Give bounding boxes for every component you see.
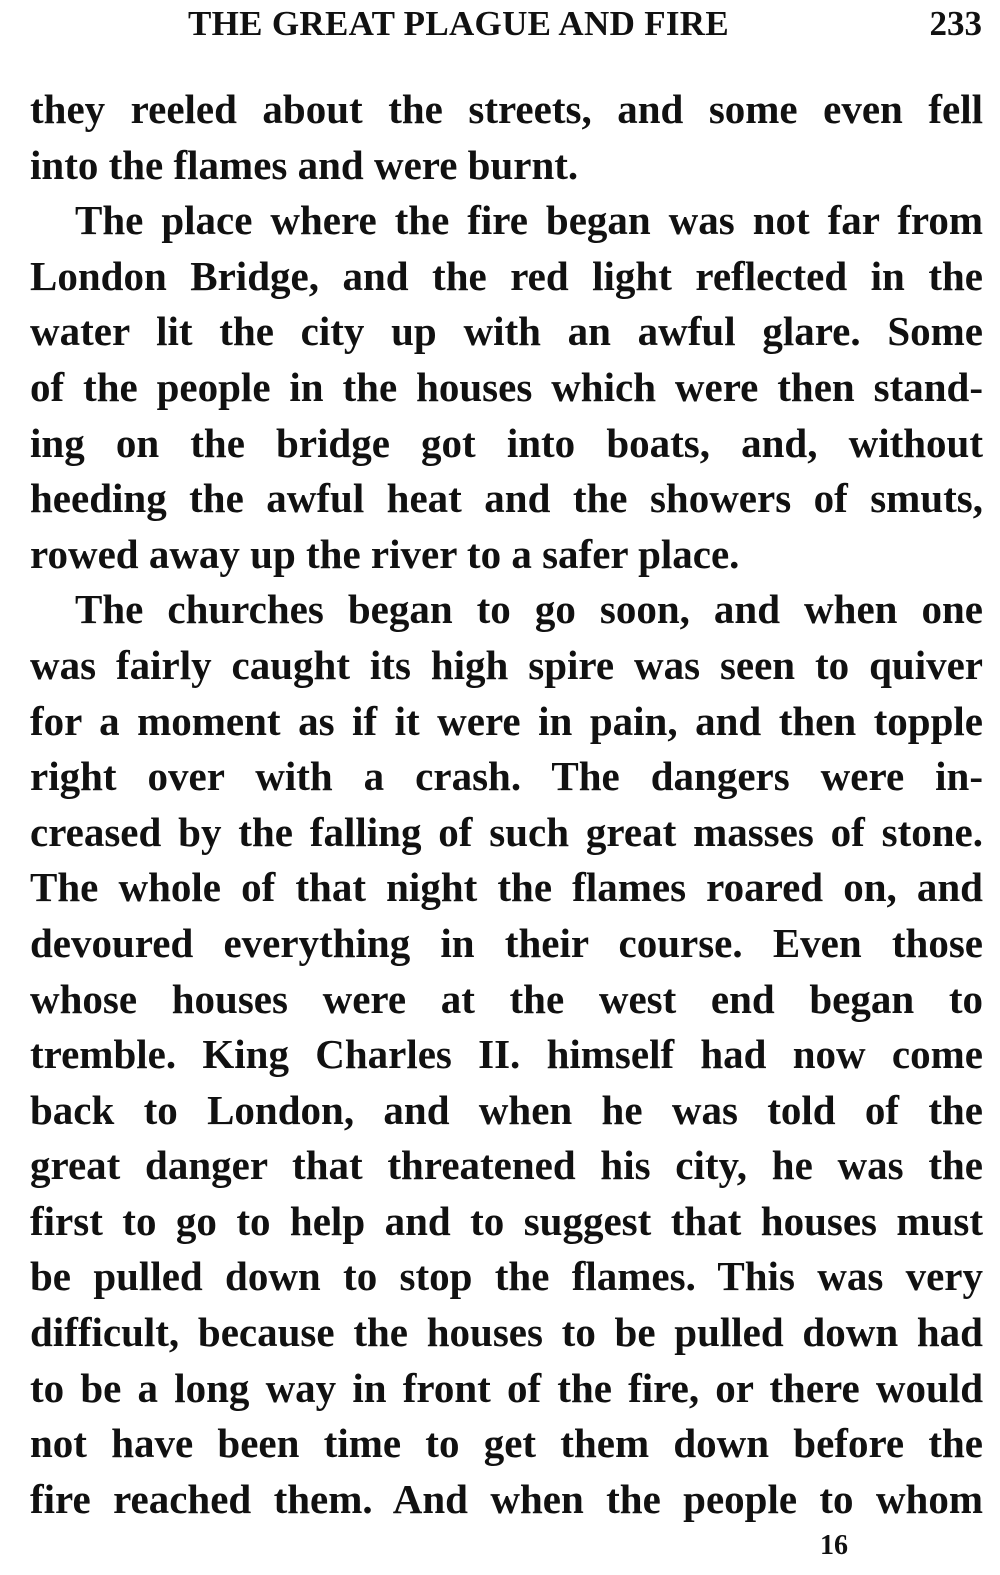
text-line: tremble. King Charles II. himself had now come — [30, 1031, 983, 1078]
text-line: first to go to help and to suggest that houses must — [30, 1197, 983, 1244]
text-line: back to London, and when he was told of the — [30, 1086, 983, 1133]
text-line: of the people in the houses which were then stand- — [30, 363, 983, 410]
text-line: London Bridge, and the red light reflected in the — [30, 252, 983, 299]
text-line: heeding the awful heat and the showers of smuts, — [30, 475, 983, 522]
text-line: not have been time to get them down before the — [30, 1420, 983, 1467]
paragraph — [30, 193, 983, 582]
running-head — [0, 4, 1000, 48]
text-line: The whole of that night the flames roared on, and — [30, 864, 983, 911]
text-line: creased by the falling of such great masses of stone. — [30, 808, 983, 855]
text-line: to be a long way in front of the fire, or there would — [30, 1364, 983, 1411]
body-text — [30, 82, 983, 1527]
text-line: be pulled down to stop the flames. This was very — [30, 1253, 983, 1300]
paragraph — [30, 82, 983, 193]
text-line: whose houses were at the west end began to — [30, 975, 983, 1022]
text-line: they reeled about the streets, and some even fell — [30, 86, 983, 132]
text-line: difficult, because the houses to be pulled down had — [30, 1309, 983, 1356]
text-line: devoured everything in their course. Even those — [30, 919, 983, 966]
paragraph — [30, 582, 983, 1527]
signature-mark: 16 — [820, 1530, 848, 1561]
page-number: 233 — [929, 4, 982, 43]
text-line: water lit the city up with an awful glare. Some — [30, 308, 983, 355]
running-title: THE GREAT PLAGUE AND FIRE — [188, 4, 730, 43]
text-line: right over with a crash. The dangers were in- — [30, 753, 983, 800]
text-line: into the flames and were burnt. — [30, 141, 579, 188]
text-line: fire reached them. And when the people to whom — [30, 1475, 983, 1522]
text-line: rowed away up the river to a safer place. — [30, 530, 740, 577]
text-line: ing on the bridge got into boats, and, without — [30, 419, 983, 466]
text-line: The churches began to go soon, and when one — [75, 586, 983, 633]
text-line: for a moment as if it were in pain, and then topple — [30, 697, 983, 744]
text-line: was fairly caught its high spire was seen to quiver — [30, 641, 983, 688]
text-line: great danger that threatened his city, he was the — [30, 1142, 983, 1189]
text-line: The place where the fire began was not far from — [75, 197, 983, 244]
